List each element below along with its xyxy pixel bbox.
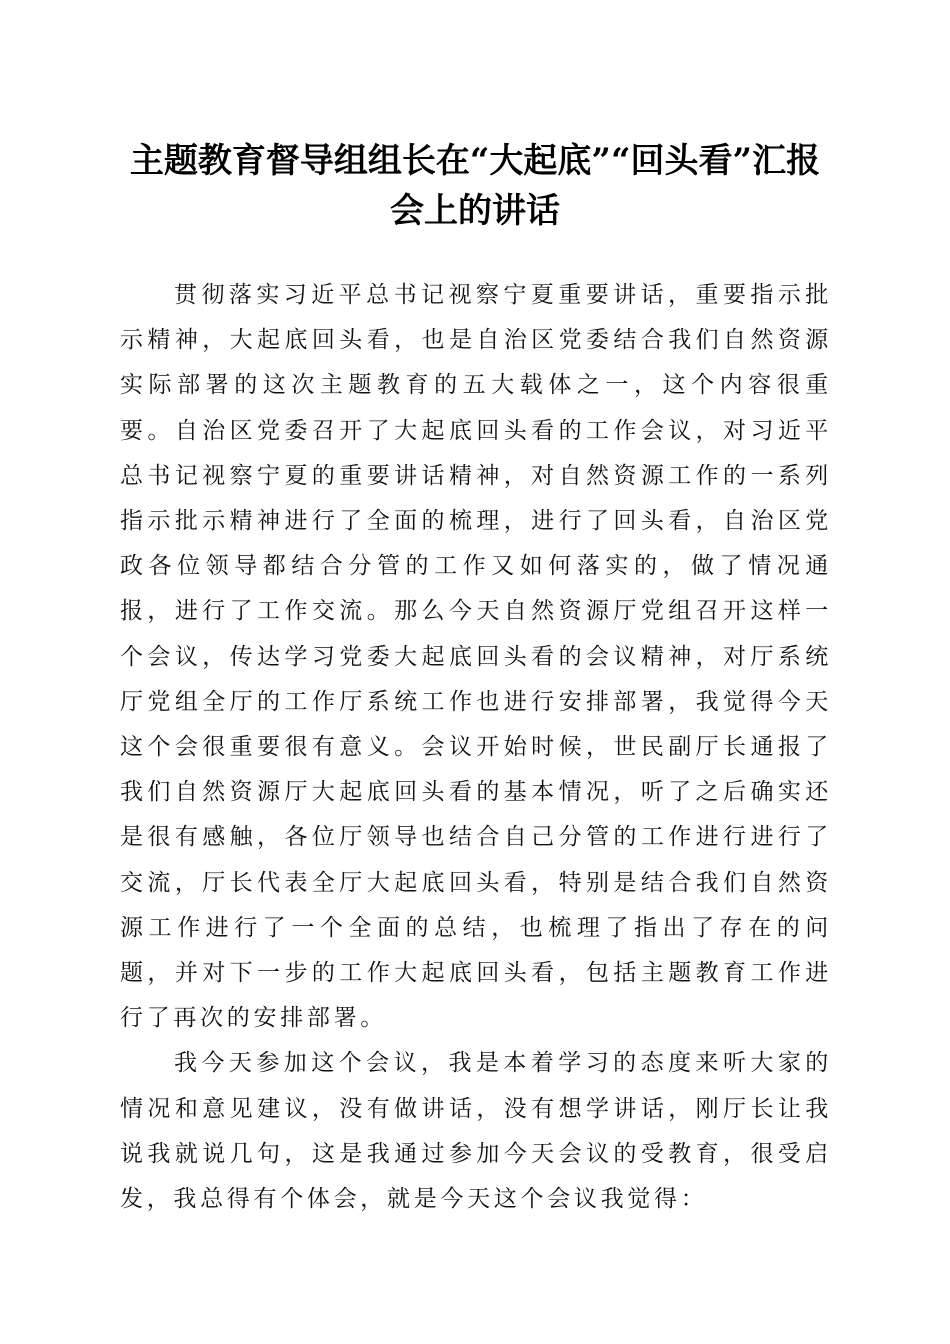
document-title: 主题教育督导组组长在“大起底”“回头看”汇报会上的讲话 [129,141,821,231]
body-paragraph: 贯彻落实习近平总书记视察宁夏重要讲话，重要指示批示精神，大起底回头看，也是自治区党委结合我们自然资源实际部署的这次主题教育的五大载体之一，这个内容很重要。自治区党委召开了大起底回头看的工作会议，对习近平总书记视察宁夏的重要讲话精神，对自然资源工作的一系列指示批示精神进行了全面的梳理，进行了回头看，自治区党政各位领导都结合分管的工作又如何落实的，做了情况通报，进行了工作交流。那么今天自然资源厅党组召开这样一个会议，传达学习党委大起底回头看的会议精神，对厅系统厅党组全厅的工作厅系统工作也进行安排部署，我觉得今天这个会很重要很有意义。会议开始时候，世民副厅长通报了我们自然资源厅大起底回头看的基本情况，听了之后确实还是很有感触，各位厅领导也结合自己分管的工作进行进行了交流，厅长代表全厅大起底回头看，特别是结合我们自然资源工作进行了一个全面的总结，也梳理了指出了存在的问题，并对下一步的工作大起底回头看，包括主题教育工作进行了再次的安排部署。 [120,282,832,1032]
body-paragraph: 我今天参加这个会议，我是本着学习的态度来听大家的情况和意见建议，没有做讲话，没有想学讲话，刚厅长让我说我就说几句，这是我通过参加今天会议的受教育，很受启发，我总得有个体会，就是今天这个会议我觉得： [120,1050,832,1213]
document-body [120,273,832,1222]
